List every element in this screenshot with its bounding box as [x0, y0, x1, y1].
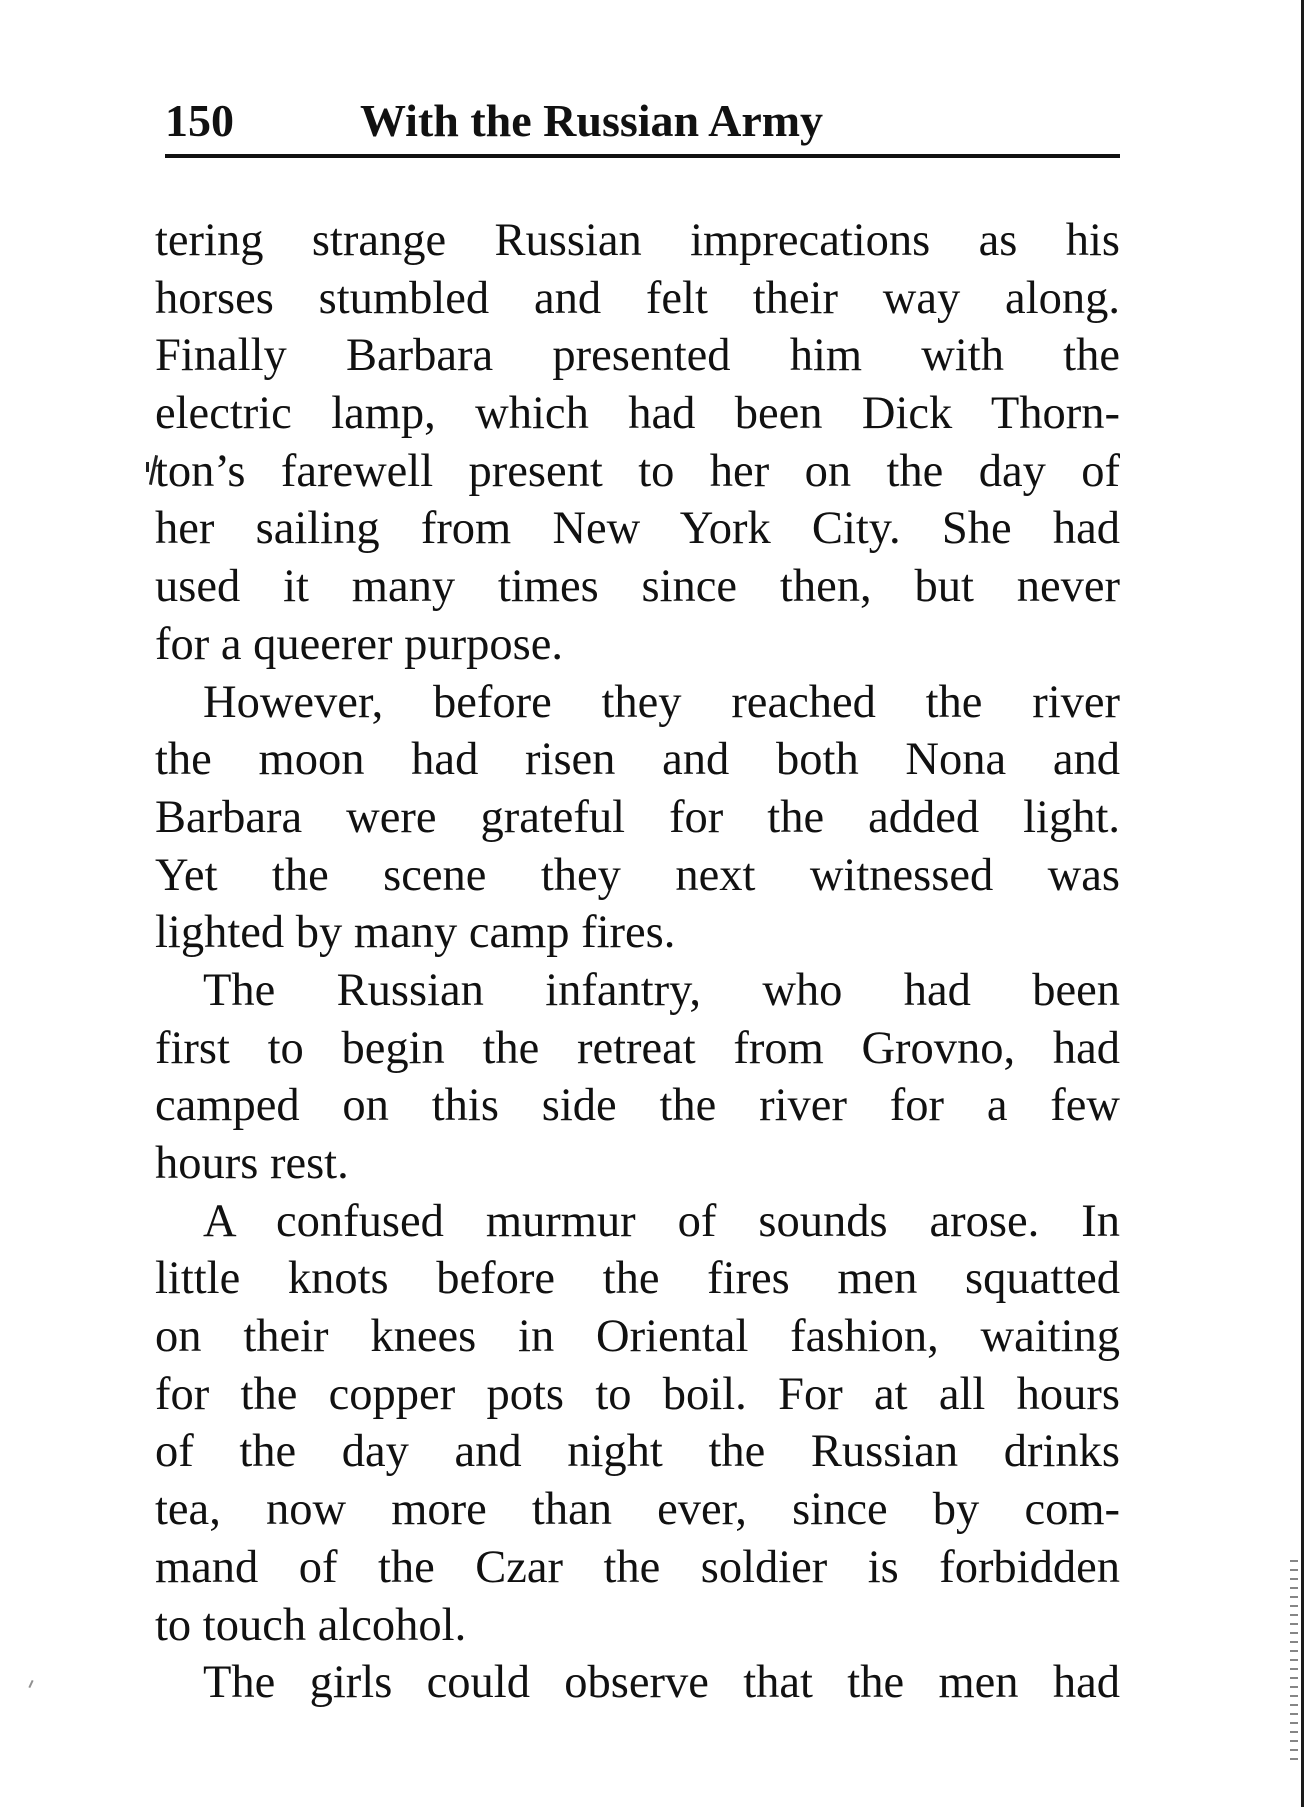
text-line: mand of the Czar the soldier is forbidden [155, 1541, 1120, 1593]
text-line: electric lamp, which had been Dick Thorn- [155, 388, 1120, 440]
text-line: for a queerer purpose. [155, 618, 563, 670]
running-head: With the Russian Army [360, 95, 824, 146]
text-line: first to begin the retreat from Grovno, had [155, 1022, 1120, 1074]
text-line: to touch alcohol. [155, 1599, 467, 1651]
body-text [155, 212, 1120, 1712]
text-line: tering strange Russian imprecations as his [155, 215, 1120, 266]
text-line: her sailing from New York City. She had [155, 503, 1120, 555]
text-line: tea, now more than ever, since by com- [155, 1484, 1120, 1536]
text-line: on their knees in Oriental fashion, waiting [155, 1311, 1120, 1363]
text-line: Yet the scene they next witnessed was [155, 849, 1120, 901]
text-line: of the day and night the Russian drinks [155, 1426, 1120, 1478]
text-line: the moon had risen and both Nona and [155, 734, 1120, 786]
text-line: camped on this side the river for a few [155, 1080, 1120, 1132]
text-line: for the copper pots to boil. For at all hours [155, 1368, 1120, 1420]
scan-edge-line [1301, 0, 1304, 1807]
paragraph-first-line: However, before they reached the river [203, 676, 1120, 728]
text-line: little knots before the fires men squatted [155, 1253, 1120, 1305]
paragraph-first-line: A confused murmur of sounds arose. In [203, 1195, 1120, 1247]
text-line: horses stumbled and felt their way along. [155, 272, 1120, 324]
scan-speck [146, 462, 149, 472]
text-line: hours rest. [155, 1138, 349, 1189]
text-line: Barbara were grateful for the added light. [155, 791, 1120, 843]
scan-speck [28, 1680, 33, 1688]
page-header [165, 92, 1120, 158]
text-line: ton’s farewell present to her on the day of [155, 445, 1120, 497]
text-line: lighted by many camp fires. [155, 907, 676, 959]
paragraph-first-line: The girls could observe that the men had [203, 1657, 1120, 1709]
text-line: Finally Barbara presented him with the [155, 330, 1120, 382]
page-number: 150 [165, 95, 234, 146]
scan-edge-speckle [1290, 1560, 1298, 1760]
text-line: used it many times since then, but never [155, 561, 1120, 613]
paragraph-first-line: The Russian infantry, who had been [203, 964, 1120, 1016]
